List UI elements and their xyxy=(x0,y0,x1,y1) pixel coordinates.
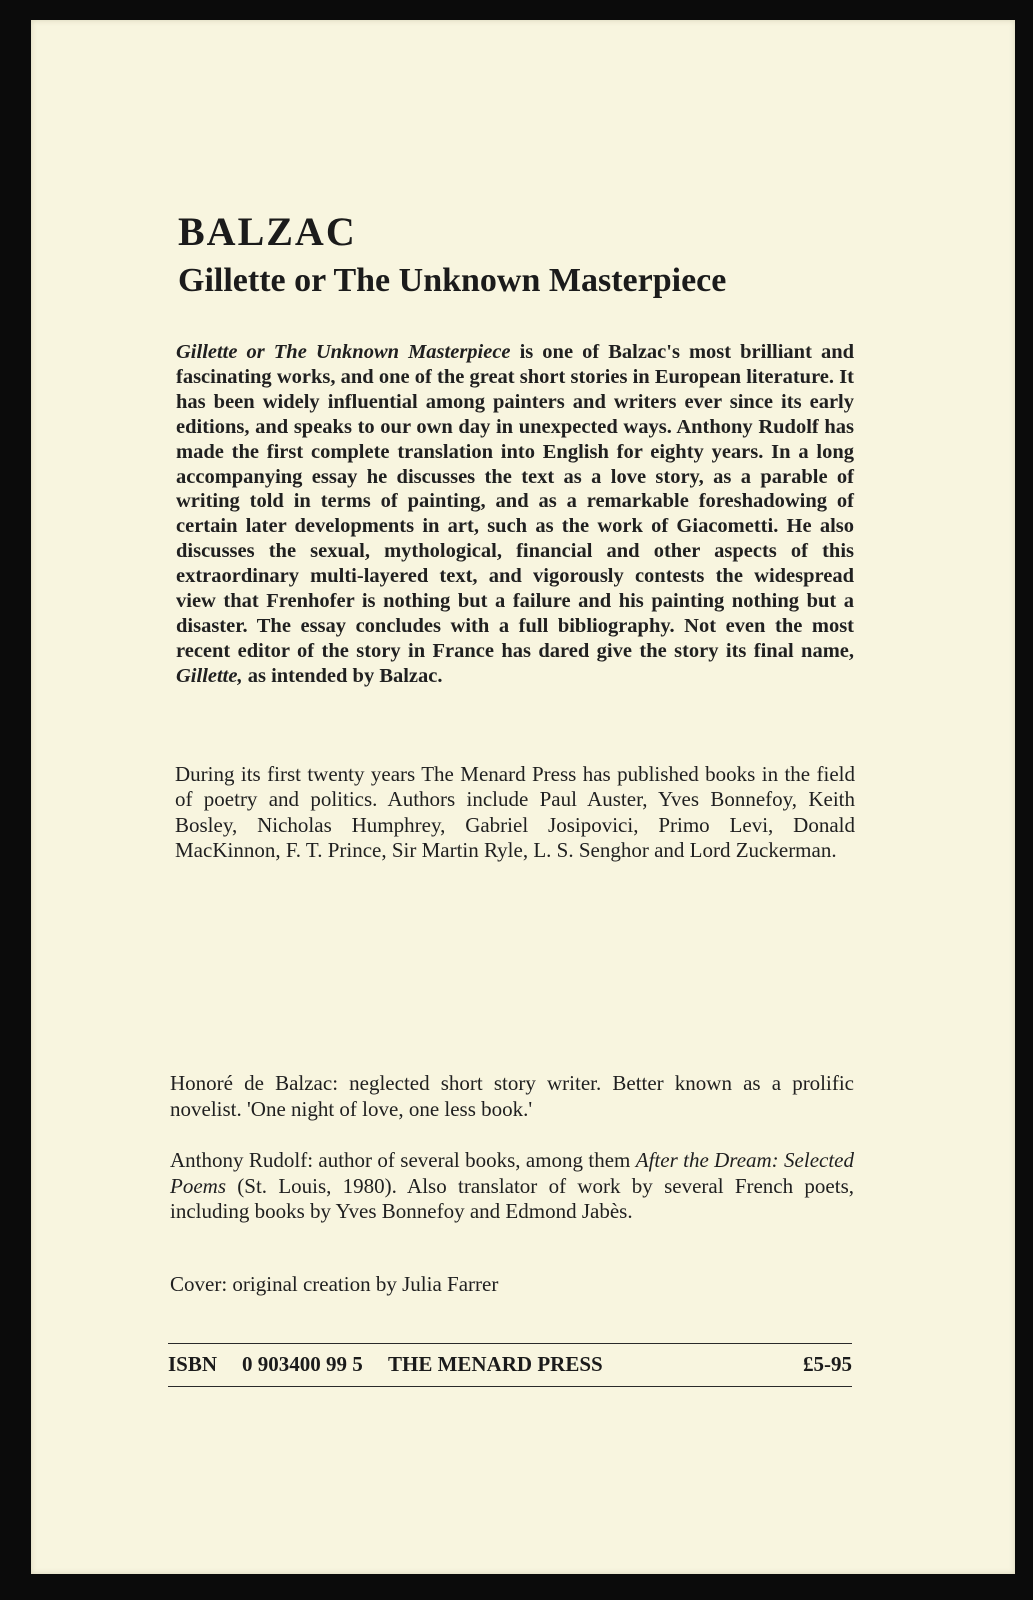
isbn-label: ISBN xyxy=(168,1352,218,1376)
book-blurb xyxy=(176,340,854,689)
price: £5-95 xyxy=(803,1352,852,1376)
rudolf-book-italic: After the Dream: Selected Poems xyxy=(170,1148,854,1198)
balzac-bio: Honoré de Balzac: neglected short story writer. Better known as a prolific novelist. 'One night of love, one less book.' xyxy=(170,1071,854,1121)
rudolf-bio-text-b: (St. Louis, 1980). Also translator of work by several French poets, including books by Yves Bonnefoy and Edmond Jabès. xyxy=(170,1173,854,1223)
author-heading: BALZAC xyxy=(178,209,357,254)
isbn-number: 0 903400 99 5 xyxy=(242,1352,363,1376)
footer-top-rule xyxy=(168,1343,852,1344)
book-title: Gillette or The Unknown Masterpiece xyxy=(178,262,727,299)
publisher-name: THE MENARD PRESS xyxy=(388,1352,603,1376)
rudolf-bio-text-a: Anthony Rudolf: author of several books, among them xyxy=(170,1148,636,1172)
blurb-title-italic: Gillette or The Unknown Masterpiece xyxy=(176,341,511,363)
blurb-text-b: as intended by Balzac. xyxy=(242,664,443,687)
press-paragraph: During its first twenty years The Menard Press has published books in the field of poetry and politics. Authors include Paul Auster, Yves Bonnefoy, Keith Bosley, Nicholas Humphrey, Gabriel Josipovici, Primo Levi, Donald MacKinnon, F. T. Prince, Sir Martin Ryle, L. S. Senghor and Lord Zuckerman. xyxy=(175,762,855,862)
rudolf-bio xyxy=(170,1148,854,1225)
blurb-text-a: is one of Balzac's most brilliant and fascinating works, and one of the great short stories in European literature. It has been widely influential among painters and writers ever since its early editions, and speaks to our own day in unexpected ways. Anthony Rudolf has made the first complete translation into English for eighty years. In a long accompanying essay he discusses the text as a love story, as a parable of writing told in terms of painting, and as a remarkable foreshadowing of certain later developments in art, such as the work of Giacometti. He also discusses the sexual, mythological, financial and other aspects of this extraordinary multi-layered text, and vigorously contests the widespread view that Frenhofer is nothing but a failure and his painting nothing but a disaster. The essay concludes with a full bibliography. Not even the most recent editor of the story in France has dared give the story its final name, xyxy=(176,341,854,662)
footer-bottom-rule xyxy=(168,1386,852,1387)
blurb-name-italic: Gillette, xyxy=(176,664,243,687)
cover-credit: Cover: original creation by Julia Farrer xyxy=(170,1272,499,1296)
